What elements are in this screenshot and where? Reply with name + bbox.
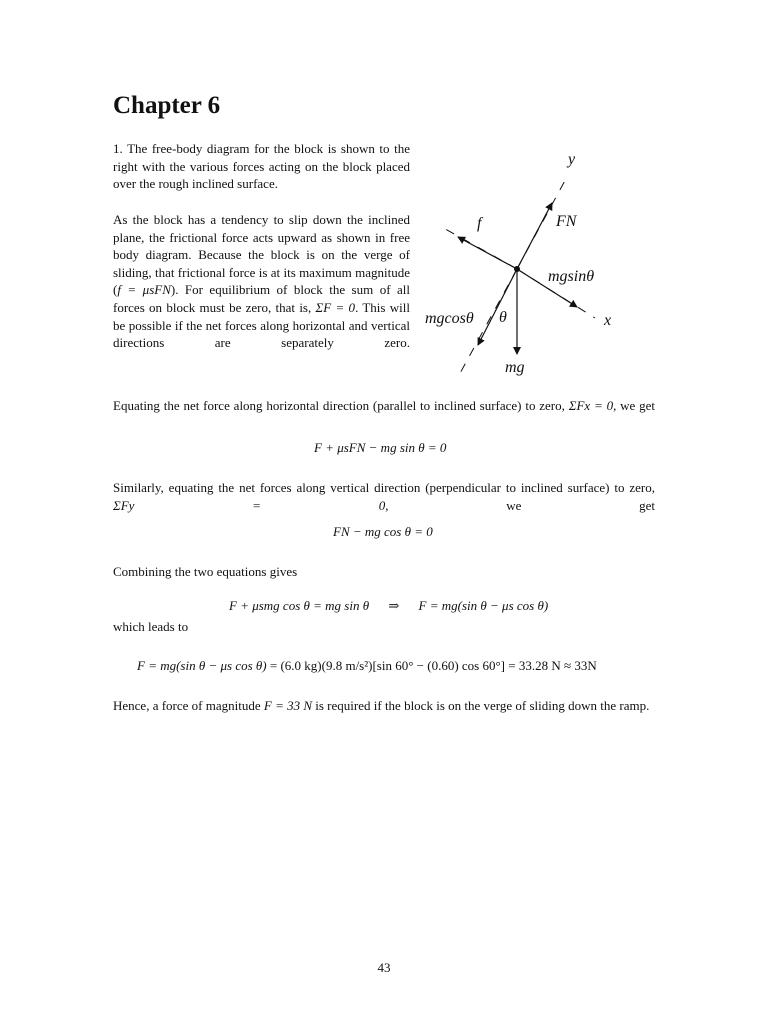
y-axis-label: y bbox=[568, 151, 576, 168]
horizontal-text-before: Equating the net force along horizontal direction (parallel to inclined surface) to zero, bbox=[113, 398, 565, 413]
friction-label: f bbox=[477, 215, 482, 232]
equation-3 bbox=[229, 598, 548, 614]
friction-paragraph bbox=[113, 211, 410, 352]
vertical-equation-text bbox=[113, 479, 655, 514]
equation-1: F + μsFN − mg sin θ = 0 bbox=[314, 440, 447, 455]
friction-text-after: . This will be possible if the net forces along horizontal and vertical directions are separately zero. bbox=[113, 299, 410, 351]
conclusion-paragraph bbox=[113, 697, 655, 715]
friction-text-mid: ). For equilibrium of block the sum of all forces on block must be zero, that is, bbox=[113, 282, 410, 315]
mg-cos-label: mgcosθ bbox=[425, 310, 474, 327]
horizontal-text-after: , we get bbox=[613, 398, 656, 413]
equation-3-rhs: F = mg(sin θ − μs cos θ) bbox=[418, 598, 549, 613]
conclusion-value: F = 33 N bbox=[263, 698, 313, 713]
normal-force-label: FN bbox=[556, 213, 577, 230]
mg-cos-arrow bbox=[478, 269, 517, 345]
intro-paragraph: 1. The free-body diagram for the block is shown to the right with the various forces acting on the block placed over the rough inclined surface. bbox=[113, 141, 410, 192]
conclusion-text-after: is required if the block is on the verge of sliding down the ramp. bbox=[315, 698, 650, 713]
equation-4-numeric: = (6.0 kg)(9.8 m/s²)[sin 60° − (0.60) cos 60°] = 33.28 N ≈ 33N bbox=[269, 658, 597, 673]
conclusion-text-before: Hence, a force of magnitude bbox=[113, 698, 261, 713]
free-body-diagram bbox=[420, 140, 620, 380]
equation-2: FN − mg cos θ = 0 bbox=[333, 524, 433, 539]
horizontal-equation-text bbox=[113, 397, 655, 415]
equation-4 bbox=[137, 658, 597, 674]
leads-text: which leads to bbox=[113, 619, 189, 634]
friction-force-arrow bbox=[458, 237, 517, 269]
max-friction-expression: f = μsFN bbox=[117, 282, 171, 298]
mg-sin-label: mgsinθ bbox=[548, 268, 595, 285]
theta-label: θ bbox=[499, 309, 507, 326]
equation-4-lhs: F = mg(sin θ − μs cos θ) bbox=[137, 658, 267, 673]
combining-text: Combining the two equations gives bbox=[113, 564, 298, 579]
sum-forces-expression: ΣF = 0 bbox=[315, 299, 356, 315]
x-axis-label: x bbox=[604, 312, 612, 329]
chapter-title: Chapter 6 bbox=[113, 92, 221, 119]
vertical-text-before: Similarly, equating the net forces along vertical direction (perpendicular to inclined surface) to zero, bbox=[113, 480, 655, 495]
weight-label: mg bbox=[505, 359, 525, 376]
friction-text-before: As the block has a tendency to slip down the inclined plane, the frictional force acts upward as shown in free body diagram. Because the block is on the verge of sliding, that frictional force is at its maximum magnitude ( bbox=[113, 212, 410, 298]
vertical-text-after: , we get bbox=[385, 497, 655, 513]
implies-arrow: ⇒ bbox=[388, 598, 400, 613]
vertical-sum-expression: ΣFy = 0 bbox=[113, 497, 386, 513]
page-number: 43 bbox=[377, 960, 391, 975]
normal-force-arrow bbox=[517, 203, 552, 269]
horizontal-sum-expression: ΣFx = 0 bbox=[568, 398, 614, 413]
block-point bbox=[514, 266, 520, 272]
equation-3-lhs: F + μsmg cos θ = mg sin θ bbox=[229, 598, 370, 613]
